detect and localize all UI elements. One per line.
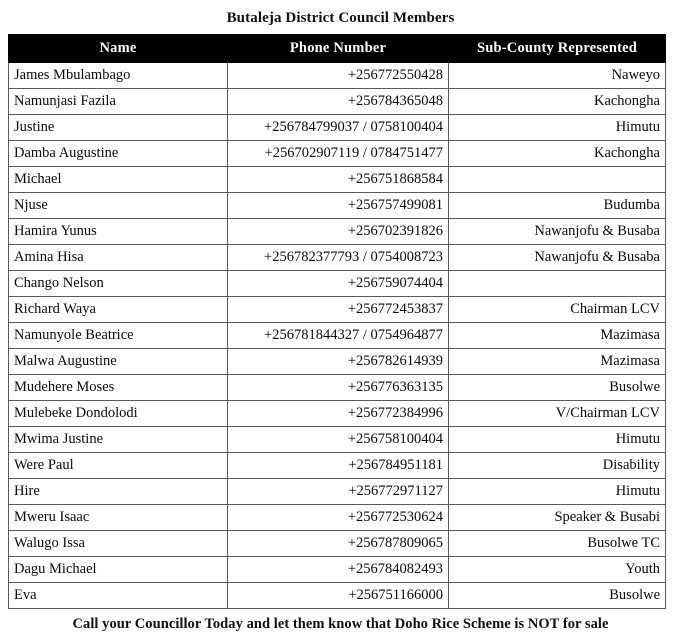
table-row <box>9 505 666 531</box>
table-row <box>9 245 666 271</box>
table-row <box>9 89 666 115</box>
cell-name: Damba Augustine <box>9 141 228 167</box>
cell-sub-county: Kachongha <box>449 89 666 115</box>
cell-sub-county: Kachongha <box>449 141 666 167</box>
cell-phone-number: +256757499081 <box>228 193 449 219</box>
cell-sub-county <box>449 167 666 193</box>
cell-sub-county: Himutu <box>449 479 666 505</box>
cell-sub-county: Mazimasa <box>449 323 666 349</box>
cell-name: Mulebeke Dondolodi <box>9 401 228 427</box>
cell-name: Eva <box>9 583 228 609</box>
cell-sub-county: Himutu <box>449 115 666 141</box>
table-row <box>9 349 666 375</box>
cell-name: Hire <box>9 479 228 505</box>
cell-sub-county: Mazimasa <box>449 349 666 375</box>
cell-name: Namunjasi Fazila <box>9 89 228 115</box>
cell-phone-number: +256776363135 <box>228 375 449 401</box>
council-members-table <box>8 34 666 609</box>
cell-phone-number: +256782377793 / 0754008723 <box>228 245 449 271</box>
column-header-sub-county: Sub-County Represented <box>449 35 666 63</box>
cell-name: Hamira Yunus <box>9 219 228 245</box>
cell-phone-number: +256772971127 <box>228 479 449 505</box>
table-row <box>9 323 666 349</box>
cell-name: Malwa Augustine <box>9 349 228 375</box>
cell-name: Were Paul <box>9 453 228 479</box>
table-body <box>9 63 666 609</box>
footer-note: Call your Councillor Today and let them know that Doho Rice Scheme is NOT for sale <box>72 616 609 632</box>
cell-name: Mudehere Moses <box>9 375 228 401</box>
cell-sub-county <box>449 271 666 297</box>
table-row <box>9 63 666 89</box>
table-header <box>9 35 666 63</box>
cell-sub-county: Budumba <box>449 193 666 219</box>
cell-name: Mweru Isaac <box>9 505 228 531</box>
cell-name: Dagu Michael <box>9 557 228 583</box>
table-row <box>9 297 666 323</box>
cell-name: James Mbulambago <box>9 63 228 89</box>
table-row <box>9 167 666 193</box>
cell-phone-number: +256772550428 <box>228 63 449 89</box>
cell-phone-number: +256759074404 <box>228 271 449 297</box>
cell-name: Justine <box>9 115 228 141</box>
cell-phone-number: +256772453837 <box>228 297 449 323</box>
table-row <box>9 531 666 557</box>
table-row <box>9 219 666 245</box>
cell-sub-county: Busolwe <box>449 375 666 401</box>
cell-phone-number: +256787809065 <box>228 531 449 557</box>
table-row <box>9 479 666 505</box>
column-header-phone-number: Phone Number <box>228 35 449 63</box>
table-row <box>9 141 666 167</box>
cell-sub-county: Himutu <box>449 427 666 453</box>
cell-phone-number: +256784951181 <box>228 453 449 479</box>
cell-sub-county: V/Chairman LCV <box>449 401 666 427</box>
cell-phone-number: +256772384996 <box>228 401 449 427</box>
table-header-row <box>9 35 666 63</box>
cell-name: Walugo Issa <box>9 531 228 557</box>
table-row <box>9 271 666 297</box>
cell-sub-county: Busolwe <box>449 583 666 609</box>
cell-sub-county: Chairman LCV <box>449 297 666 323</box>
cell-sub-county: Nawanjofu & Busaba <box>449 245 666 271</box>
table-row <box>9 583 666 609</box>
cell-name: Mwima Justine <box>9 427 228 453</box>
table-row <box>9 193 666 219</box>
council-members-table-container <box>8 34 665 609</box>
column-header-name: Name <box>9 35 228 63</box>
table-row <box>9 401 666 427</box>
table-row <box>9 557 666 583</box>
table-row <box>9 427 666 453</box>
cell-name: Richard Waya <box>9 297 228 323</box>
cell-phone-number: +256784082493 <box>228 557 449 583</box>
cell-sub-county: Disability <box>449 453 666 479</box>
cell-phone-number: +256751166000 <box>228 583 449 609</box>
page-title: Butaleja District Council Members <box>226 10 455 26</box>
table-row <box>9 375 666 401</box>
cell-sub-county: Youth <box>449 557 666 583</box>
cell-phone-number: +256782614939 <box>228 349 449 375</box>
cell-sub-county: Naweyo <box>449 63 666 89</box>
cell-phone-number: +256702907119 / 0784751477 <box>228 141 449 167</box>
cell-name: Amina Hisa <box>9 245 228 271</box>
table-row <box>9 115 666 141</box>
table-row <box>9 453 666 479</box>
cell-phone-number: +256758100404 <box>228 427 449 453</box>
cell-name: Njuse <box>9 193 228 219</box>
cell-phone-number: +256781844327 / 0754964877 <box>228 323 449 349</box>
cell-name: Chango Nelson <box>9 271 228 297</box>
cell-sub-county: Nawanjofu & Busaba <box>449 219 666 245</box>
cell-sub-county: Busolwe TC <box>449 531 666 557</box>
cell-name: Michael <box>9 167 228 193</box>
cell-sub-county: Speaker & Busabi <box>449 505 666 531</box>
cell-phone-number: +256784799037 / 0758100404 <box>228 115 449 141</box>
cell-name: Namunyole Beatrice <box>9 323 228 349</box>
cell-phone-number: +256784365048 <box>228 89 449 115</box>
cell-phone-number: +256751868584 <box>228 167 449 193</box>
cell-phone-number: +256772530624 <box>228 505 449 531</box>
cell-phone-number: +256702391826 <box>228 219 449 245</box>
